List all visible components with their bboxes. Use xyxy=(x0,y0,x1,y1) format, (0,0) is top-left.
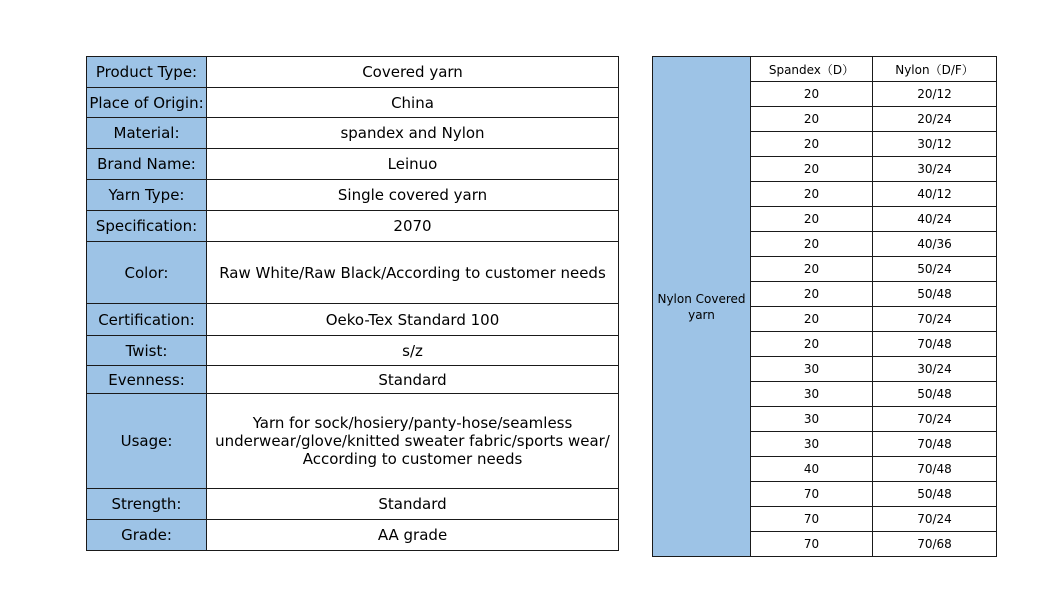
nylon-cell: 70/24 xyxy=(873,507,997,532)
spec-row-brand-name xyxy=(87,149,619,180)
yarn-spec-table xyxy=(652,56,997,557)
spandex-cell: 20 xyxy=(751,232,873,257)
spandex-cell: 20 xyxy=(751,257,873,282)
nylon-cell: 70/48 xyxy=(873,457,997,482)
spec-row-product-type xyxy=(87,57,619,88)
spandex-cell: 30 xyxy=(751,382,873,407)
spec-value: Leinuo xyxy=(207,149,619,180)
nylon-cell: 70/48 xyxy=(873,332,997,357)
yarn-header-row xyxy=(653,57,997,82)
spec-value: Raw White/Raw Black/According to customer needs xyxy=(207,242,619,304)
nylon-cell: 30/24 xyxy=(873,357,997,382)
spandex-cell: 30 xyxy=(751,407,873,432)
spec-row-grade xyxy=(87,520,619,551)
spec-key: Twist: xyxy=(87,336,207,366)
nylon-cell: 30/12 xyxy=(873,132,997,157)
spec-value: Single covered yarn xyxy=(207,180,619,211)
nylon-header: Nylon（D/F） xyxy=(873,57,997,82)
spec-value: Standard xyxy=(207,489,619,520)
nylon-cell: 50/48 xyxy=(873,482,997,507)
product-spec-table xyxy=(86,56,619,551)
spandex-cell: 70 xyxy=(751,507,873,532)
spec-value: spandex and Nylon xyxy=(207,118,619,149)
spandex-cell: 40 xyxy=(751,457,873,482)
spec-value: Covered yarn xyxy=(207,57,619,88)
spec-row-material xyxy=(87,118,619,149)
spandex-cell: 20 xyxy=(751,307,873,332)
spandex-header: Spandex（D） xyxy=(751,57,873,82)
spec-value: s/z xyxy=(207,336,619,366)
spec-row-yarn-type xyxy=(87,180,619,211)
yarn-type-label: Nylon Covered yarn xyxy=(653,57,751,557)
nylon-cell: 70/68 xyxy=(873,532,997,557)
nylon-cell: 20/24 xyxy=(873,107,997,132)
nylon-cell: 50/48 xyxy=(873,282,997,307)
spec-key: Certification: xyxy=(87,304,207,336)
spec-key: Material: xyxy=(87,118,207,149)
spec-key: Strength: xyxy=(87,489,207,520)
spec-row-usage xyxy=(87,394,619,489)
nylon-cell: 40/36 xyxy=(873,232,997,257)
spec-key: Usage: xyxy=(87,394,207,489)
spandex-cell: 30 xyxy=(751,432,873,457)
spec-key: Place of Origin: xyxy=(87,88,207,118)
spec-key: Specification: xyxy=(87,211,207,242)
spec-value: AA grade xyxy=(207,520,619,551)
spec-row-strength xyxy=(87,489,619,520)
nylon-cell: 70/48 xyxy=(873,432,997,457)
spec-row-evenness xyxy=(87,366,619,394)
nylon-cell: 20/12 xyxy=(873,82,997,107)
spandex-cell: 20 xyxy=(751,282,873,307)
spec-row-place-of-origin xyxy=(87,88,619,118)
spec-value: Standard xyxy=(207,366,619,394)
spandex-cell: 20 xyxy=(751,157,873,182)
spec-key: Brand Name: xyxy=(87,149,207,180)
spandex-cell: 20 xyxy=(751,332,873,357)
spandex-cell: 70 xyxy=(751,532,873,557)
spec-value: 2070 xyxy=(207,211,619,242)
spec-key: Evenness: xyxy=(87,366,207,394)
spandex-cell: 20 xyxy=(751,132,873,157)
spec-key: Product Type: xyxy=(87,57,207,88)
spandex-cell: 20 xyxy=(751,182,873,207)
spec-key: Color: xyxy=(87,242,207,304)
spec-row-certification xyxy=(87,304,619,336)
spec-row-color xyxy=(87,242,619,304)
nylon-cell: 50/48 xyxy=(873,382,997,407)
spec-key: Yarn Type: xyxy=(87,180,207,211)
nylon-cell: 70/24 xyxy=(873,407,997,432)
spandex-cell: 30 xyxy=(751,357,873,382)
spec-key: Grade: xyxy=(87,520,207,551)
nylon-cell: 50/24 xyxy=(873,257,997,282)
spandex-cell: 20 xyxy=(751,82,873,107)
spandex-cell: 20 xyxy=(751,207,873,232)
spec-value: Yarn for sock/hosiery/panty-hose/seamless underwear/glove/knitted sweater fabric/sports wear/ According to customer needs xyxy=(207,394,619,489)
spec-value: China xyxy=(207,88,619,118)
spandex-cell: 70 xyxy=(751,482,873,507)
nylon-cell: 30/24 xyxy=(873,157,997,182)
spec-row-twist xyxy=(87,336,619,366)
spec-value: Oeko-Tex Standard 100 xyxy=(207,304,619,336)
spec-row-specification xyxy=(87,211,619,242)
nylon-cell: 40/24 xyxy=(873,207,997,232)
spandex-cell: 20 xyxy=(751,107,873,132)
nylon-cell: 70/24 xyxy=(873,307,997,332)
nylon-cell: 40/12 xyxy=(873,182,997,207)
